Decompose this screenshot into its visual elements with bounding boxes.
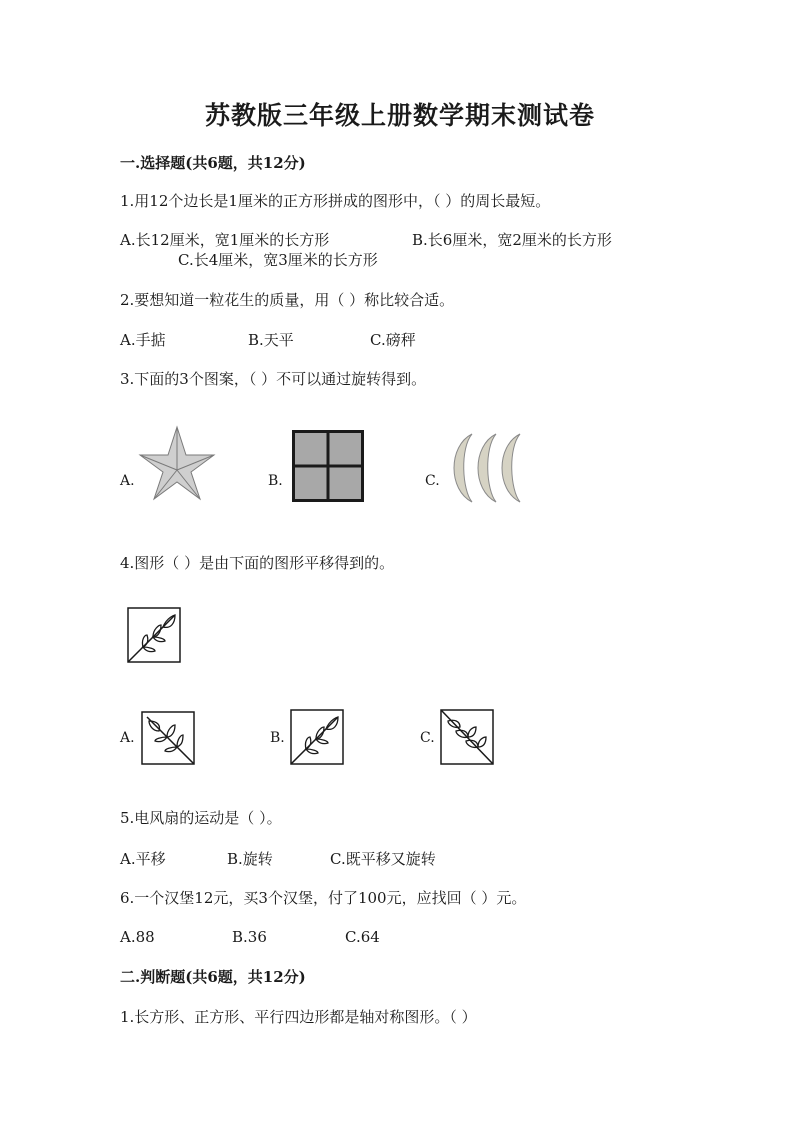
four-squares-figure — [292, 430, 364, 502]
q3-option-c[interactable]: C. — [425, 473, 440, 489]
q5-option-b[interactable]: B.旋转 — [227, 850, 273, 868]
q2-option-c[interactable]: C.磅秤 — [370, 331, 416, 349]
q6-option-a[interactable]: A.88 — [120, 928, 155, 946]
leaf-option-c-figure — [440, 709, 494, 765]
question-6: 6.一个汉堡12元，买3个汉堡，付了100元，应找回（ ）元。 — [120, 889, 527, 907]
q4-option-a[interactable]: A. — [120, 730, 135, 746]
q5-option-a[interactable]: A.平移 — [120, 850, 166, 868]
judgement-question-1: 1.长方形、正方形、平行四边形都是轴对称图形。（ ） — [120, 1008, 477, 1026]
section-heading-choice: 一.选择题(共6题，共12分) — [120, 154, 306, 172]
leaf-option-b-figure — [290, 709, 344, 765]
q2-option-a[interactable]: A.手掂 — [120, 331, 166, 349]
question-4: 4.图形（ ）是由下面的图形平移得到的。 — [120, 554, 395, 572]
q4-option-b[interactable]: B. — [270, 730, 285, 746]
crescents-figure — [446, 432, 530, 504]
q6-option-c[interactable]: C.64 — [345, 928, 380, 946]
q3-option-a[interactable]: A. — [120, 473, 135, 489]
q4-option-c[interactable]: C. — [420, 730, 435, 746]
q6-option-b[interactable]: B.36 — [232, 928, 267, 946]
question-1: 1.用12个边长是1厘米的正方形拼成的图形中，（ ）的周长最短。 — [120, 192, 551, 210]
question-3: 3.下面的3个图案，（ ）不可以通过旋转得到。 — [120, 370, 427, 388]
leaf-reference-figure — [127, 607, 181, 663]
q1-option-c[interactable]: C.长4厘米，宽3厘米的长方形 — [178, 251, 378, 269]
page-title: 苏教版三年级上册数学期末测试卷 — [204, 101, 595, 130]
question-5: 5.电风扇的运动是（ ）。 — [120, 809, 282, 827]
q1-option-a[interactable]: A.长12厘米，宽1厘米的长方形 — [120, 231, 330, 249]
q1-option-b[interactable]: B.长6厘米，宽2厘米的长方形 — [412, 231, 612, 249]
leaf-option-a-figure — [141, 711, 195, 765]
q3-option-b[interactable]: B. — [268, 473, 283, 489]
section-heading-judgement: 二.判断题(共6题，共12分) — [120, 968, 306, 986]
q5-option-c[interactable]: C.既平移又旋转 — [330, 850, 436, 868]
q2-option-b[interactable]: B.天平 — [248, 331, 294, 349]
question-2: 2.要想知道一粒花生的质量，用（ ）称比较合适。 — [120, 291, 455, 309]
star-figure — [140, 425, 215, 500]
